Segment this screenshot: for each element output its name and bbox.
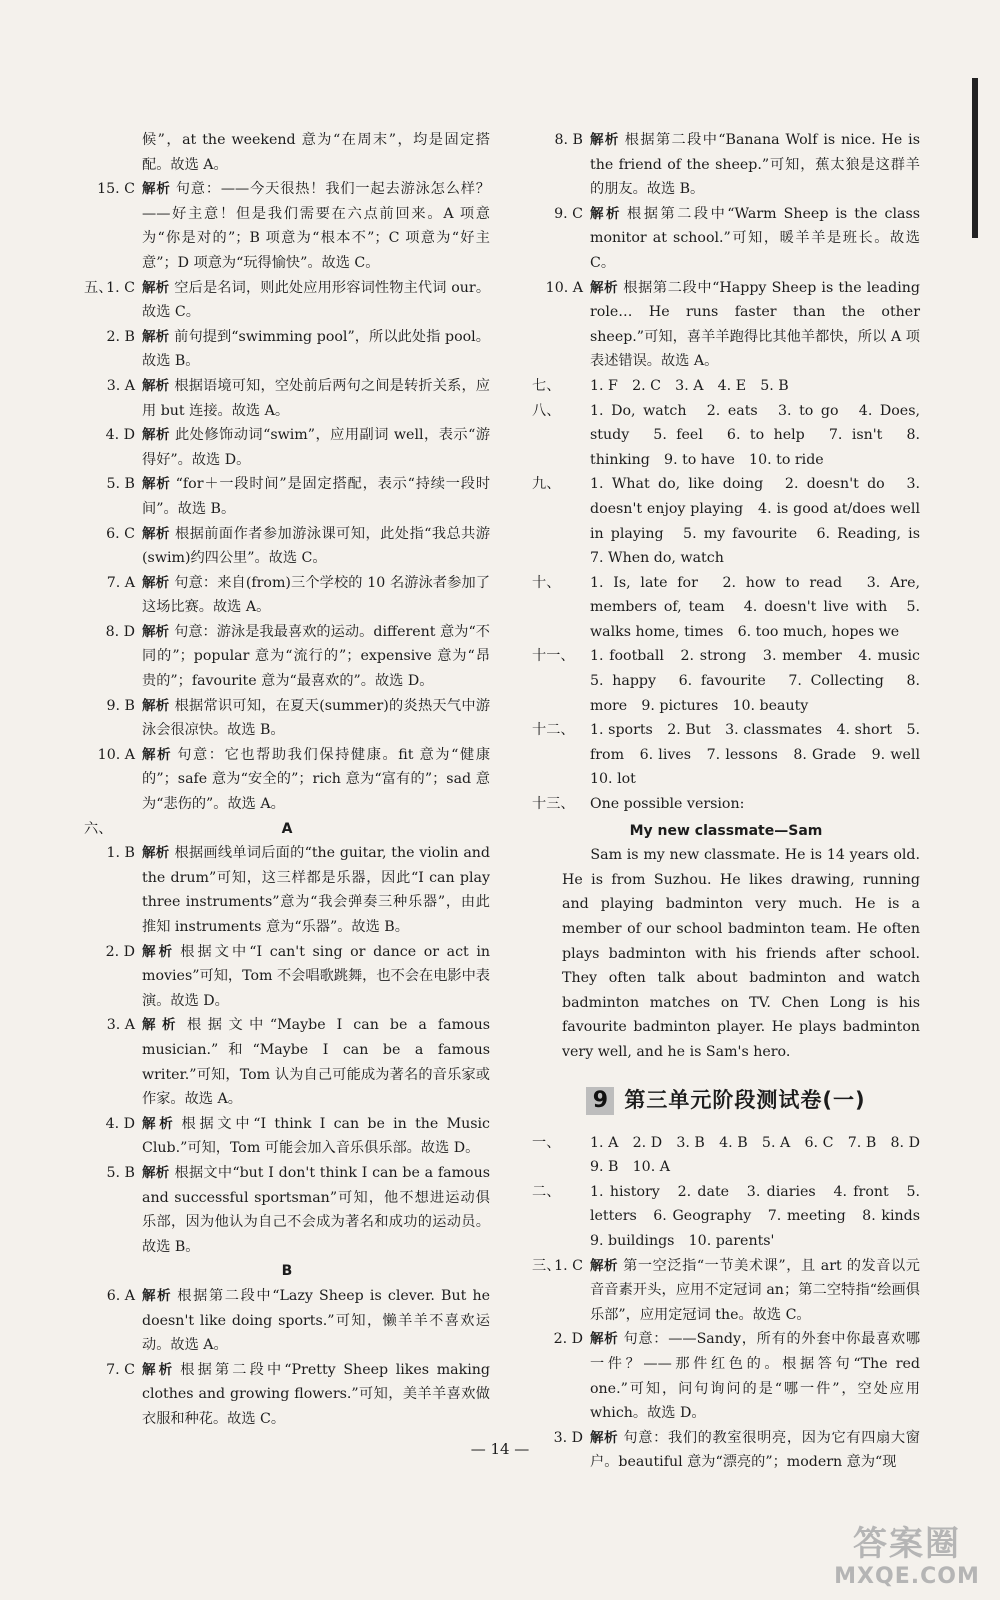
answer-text: 根据文中“I can't sing or dance or act in movies”可知，Tom 不会唱歌跳舞，也不会在电影中表演。故选 D。 [142,943,490,1009]
answer-text: 1. sports 2. But 3. classmates 4. short 5. from 6. lives 7. lessons 8. Grade 9. well 10. lot [590,722,935,788]
answer-content [142,177,490,275]
section-label: 十一、 [532,648,575,665]
analysis-mark: 解析 [590,1429,619,1446]
analysis-mark: 解析 [142,476,171,493]
analysis-mark: 解析 [142,1287,173,1304]
answer-content [590,1180,935,1254]
watermark-url: MXQE.COM [834,1564,980,1589]
answer-item-lead [532,1327,590,1352]
answer-number: 10. A [545,279,583,296]
analysis-mark: 解析 [590,1257,619,1274]
answer-item-lead [84,1284,142,1309]
answer-item-lead [84,694,142,719]
answer-number: 3. A [106,377,135,394]
section-six-heading [84,817,490,842]
answer-item-lead [84,423,142,448]
answer-item-lead [84,571,142,596]
answer-content [142,423,490,472]
analysis-mark: 解析 [142,328,170,345]
watermark-logo [812,1524,1000,1590]
answer-number: 9. B [106,697,135,714]
answer-item [84,940,490,1014]
section-label: 七、 [532,377,561,394]
answer-item [84,177,490,275]
answer-item [532,472,935,570]
answer-text: 候”，at the weekend 意为“在周末”，均是固定搭配。故选 A。 [142,132,490,173]
analysis-mark: 解析 [590,279,619,296]
answer-text: 第一空泛指“一节美术课”，且 art 的发音以元音音素开头，应用不定冠词 an；第二空特指“绘画俱乐部”，应用定冠词 the。故选 C。 [590,1257,920,1323]
answer-content [142,522,490,571]
section-label: 九、 [532,476,561,493]
answer-content [142,841,490,939]
unit-heading [532,1083,920,1119]
answer-number: 2. D [105,943,135,960]
answer-item-lead [532,202,590,227]
answer-item [84,128,490,177]
answer-number: 6. A [106,1287,135,1304]
answer-text: 1. A 2. D 3. B 4. B 5. A 6. C 7. B 8. D 9. B 10. A [590,1134,935,1176]
analysis-mark: 解析 [142,427,170,444]
section-six-label: 六、 [84,820,113,837]
answer-item-lead [84,276,142,301]
answer-content [142,620,490,694]
answer-content [590,718,935,792]
answer-item [84,1013,490,1111]
answer-text: 根据第二段中“Warm Sheep is the class monitor at school.”可知，暖羊羊是班长。故选 C。 [590,205,921,271]
answer-text: 前句提到“swimming pool”，所以此处指 pool。故选 B。 [142,328,490,370]
answer-content [142,1112,490,1161]
answer-item [84,276,490,325]
answer-item [84,423,490,472]
answer-item [84,1358,490,1432]
analysis-mark: 解析 [142,525,170,542]
answer-content [590,374,920,399]
section-label: 十三、 [532,796,575,813]
answer-item [84,1112,490,1161]
section-six-subhead-b: B [281,1263,293,1280]
right-item-list-b [532,1131,935,1475]
answer-item [84,325,490,374]
answer-item [532,792,920,817]
analysis-mark: 解析 [142,943,176,960]
answer-item-lead [84,177,142,202]
analysis-mark: 解析 [142,377,170,394]
answer-content [142,1013,490,1111]
answer-number: 7. A [106,574,135,591]
answer-number: 1. C [554,1257,583,1274]
answer-content [590,472,935,570]
watermark-glyphs: 答案圈 [853,1524,961,1564]
answer-text: 句意：游泳是我最喜欢的运动。different 意为“不同的”；popular 意为“流行的”；expensive 意为“昂贵的”；favourite 意为“最喜欢的”。故选 D。 [142,623,490,690]
answer-content [142,374,490,423]
left-item-list [84,128,490,817]
answer-item-lead [84,940,142,965]
answer-text: 1. Is, late for 2. how to read 3. Are, members of, team 4. doesn't live with 5. walks home, times 6. too much, hopes we [590,574,920,640]
answer-text: 根据第二段中“Happy Sheep is the leading role… He runs faster than the other sheep.”可知，喜羊羊跑得比其他羊都快，所以 A 项表述错误。故选 A。 [590,279,920,370]
answer-content [590,1254,920,1328]
six-a-item-list [84,841,490,1259]
right-column [532,128,935,1475]
answer-item-lead [84,374,142,399]
section-label: 十、 [532,574,561,591]
analysis-mark: 解析 [142,279,170,296]
section-six-subhead-a: A [281,820,293,837]
answer-item-lead [84,1358,142,1383]
answer-content [590,276,920,374]
analysis-mark: 解析 [142,1017,183,1034]
analysis-mark: 解析 [142,181,171,198]
answer-number: 3. D [553,1429,583,1446]
answer-content [142,472,490,521]
answer-text: 1. history 2. date 3. diaries 4. front 5. letters 6. Geography 7. meeting 8. kinds 9. buildings 10. parents' [590,1183,935,1249]
answer-text: 根据文中“but I don't think I can be a famous and successful sportsman”可知，他不想进运动俱乐部，因为他认为自己不会成为著名和成功的运动员。故选 B。 [142,1164,490,1255]
answer-content [142,128,490,177]
answer-item [532,571,920,645]
answer-content [142,1358,490,1432]
section-label: 三、 [532,1257,561,1274]
answer-item-lead [84,1013,142,1038]
answer-number: 9. C [554,205,583,222]
answer-number: 4. D [105,427,135,444]
page-edge-bar [972,78,978,238]
answer-item-lead [84,1161,142,1186]
answer-content [142,325,490,374]
answer-item [532,644,935,718]
unit-number-badge: 9 [586,1087,614,1115]
answer-item [84,571,490,620]
answer-content [142,1161,490,1259]
answer-item [532,128,920,202]
answer-text: 根据语境可知，空处前后两句之间是转折关系，应用 but 连接。故选 A。 [142,377,490,419]
analysis-mark: 解析 [142,1361,176,1378]
answer-number: 4. D [105,1115,135,1132]
answer-item [532,399,920,473]
section-label: 一、 [532,1134,561,1151]
answer-text: 1. What do, like doing 2. doesn't do 3. doesn't enjoy playing 4. is good at/does well in playing 5. my favourite 6. Reading, is 7. When do, watch [590,476,935,567]
answer-text: 根据第二段中“Lazy Sheep is clever. But he doesn't like doing sports.”可知，懒羊羊不喜欢运动。故选 A。 [142,1287,490,1354]
answer-item [84,620,490,694]
analysis-mark: 解析 [142,1115,177,1132]
answer-item [84,1284,490,1358]
answer-item-lead [84,472,142,497]
answer-item-lead [84,743,142,768]
section-label: 八、 [532,402,561,419]
answer-number: 3. A [106,1017,135,1034]
answer-item [532,1131,935,1180]
answer-content [590,1131,935,1180]
answer-item [84,841,490,939]
answer-text: 根据文中“Maybe I can be a famous musician.”和“Maybe I can be a famous writer.”可知，Tom 认为自己可能成为著名的音乐家或作家。故选 A。 [142,1017,490,1108]
analysis-mark: 解析 [142,746,173,763]
answer-item-lead [84,522,142,547]
answer-number: 8. D [105,623,135,640]
answer-item-lead [532,1254,590,1279]
answer-text: 1. F 2. C 3. A 4. E 5. B [590,377,789,394]
answer-item-lead [532,276,590,301]
right-item-list-a [532,128,935,817]
answer-text: 根据常识可知，在夏天(summer)的炎热天气中游泳会很凉快。故选 B。 [142,697,491,739]
answer-number: 1. B [106,845,135,862]
answer-item [532,374,920,399]
answer-content [590,128,920,202]
answer-text: 句意：我们的教室很明亮，因为它有四扇大窗户。beautiful 意为“漂亮的”；modern 意为“现 [590,1429,920,1471]
answer-number: 15. C [97,181,135,198]
answer-text: 此处修饰动词“swim”，应用副词 well，表示“游得好”。故选 D。 [142,427,491,468]
answer-text: 根据第二段中“Banana Wolf is nice. He is the friend of the sheep.”可知，蕉太狼是这群羊的朋友。故选 B。 [590,132,921,198]
answer-item-lead [84,620,142,645]
answer-number: 5. B [106,476,135,493]
analysis-mark: 解析 [590,132,620,148]
answer-content [590,399,920,473]
answer-text: 根据前面作者参加游泳课可知，此处指“我总共游(swim)约四公里”。故选 C。 [142,525,491,567]
answer-item-lead [84,841,142,866]
answer-content [590,571,920,645]
analysis-mark: 解析 [142,1164,170,1181]
analysis-mark: 解析 [590,1331,619,1348]
answer-number: 5. B [106,1164,135,1181]
six-b-item-list [84,1284,490,1432]
answer-number: 2. D [553,1331,583,1348]
essay-body: Sam is my new classmate. He is 14 years old. He is from Suzhou. He likes drawing, running and playing badminton very much. He is a member of our school badminton team. He often plays badminton with his friends after school. They often talk about badminton and watch badminton matches on TV. Chen Long is his favourite badminton player. He plays badminton very well, and he is Sam's hero. [562,847,920,1060]
answer-text: 句意：它也帮助我们保持健康。fit 意为“健康的”；safe 意为“安全的”；rich 意为“富有的”；sad 意为“悲伤的”。故选 A。 [142,746,491,813]
answer-number: 6. C [106,525,135,542]
answer-text: 根据第二段中“Pretty Sheep likes making clothes and growing flowers.”可知，美羊羊喜欢做衣服和种花。故选 C。 [142,1361,490,1427]
section-label: 五、 [84,279,113,296]
answer-text: “for＋一段时间”是固定搭配，表示“持续一段时间”。故选 B。 [142,476,491,517]
answer-item-lead [532,128,590,153]
answer-item-lead [84,1112,142,1137]
answer-number: 7. C [106,1361,135,1378]
answer-item [84,1161,490,1259]
section-label: 二、 [532,1183,561,1200]
answer-item [532,202,920,276]
answer-content [142,694,490,743]
answer-text: 1. Do, watch 2. eats 3. to go 4. Does, study 5. feel 6. to help 7. isn't 8. thinking 9. to have 10. to ride [590,402,920,468]
answer-item [84,743,490,817]
answer-item [532,718,935,792]
answer-item [84,694,490,743]
answer-item [84,522,490,571]
answer-item [532,1254,920,1328]
answer-item [84,472,490,521]
analysis-mark: 解析 [142,574,170,591]
answer-text: 根据文中“I think I can be in the Music Club.”可知，Tom 可能会加入音乐俱乐部。故选 D。 [142,1115,490,1157]
answer-number: 10. A [97,746,135,763]
analysis-mark: 解析 [142,845,170,862]
answer-content [590,202,920,276]
answer-text: 1. football 2. strong 3. member 4. music 5. happy 6. favourite 7. Collecting 8. more 9. pictures 10. beauty [590,648,935,714]
answer-item [532,1180,935,1254]
answer-item [532,276,920,374]
page-number: — 14 — [470,1440,530,1458]
answer-item [532,1327,920,1425]
answer-text: 根据画线单词后面的“the guitar, the violin and the drum”可知，这三样都是乐器，因此“I can play three instruments”意为“我会弹奏三种乐器”，由此推知 instruments 意为“乐器”。故选 B。 [142,845,490,935]
analysis-mark: 解析 [142,697,170,714]
answer-number: 1. C [106,279,135,296]
unit-title: 第三单元阶段测试卷(一) [624,1088,866,1113]
answer-text: 句意：来自(from)三个学校的 10 名游泳者参加了这场比赛。故选 A。 [142,574,491,616]
answer-content [142,743,490,817]
answer-text: 句意：——今天很热！我们一起去游泳怎么样？——好主意！但是我们需要在六点前回来。A 项意为“你是对的”；B 项意为“根本不”；C 项意为“好主意”；D 项意为“玩得愉快”。故选 C。 [142,181,490,271]
answer-content [142,571,490,620]
answer-number: 2. B [106,328,135,345]
answer-content [590,644,935,718]
answer-item-lead [84,325,142,350]
answer-content [142,940,490,1014]
analysis-mark: 解析 [590,205,623,222]
answer-text: 句意：——Sandy，所有的外套中你最喜欢哪一件？——那件红色的。根据答句“The red one.”可知，问句询问的是“哪一件”，空处应用 which。故选 D。 [590,1331,921,1422]
left-column [84,128,490,1431]
answer-text: One possible version: [590,796,745,813]
answer-content [590,792,920,817]
answer-item [84,374,490,423]
answer-number: 8. B [554,132,583,148]
answer-text: 空后是名词，则此处应用形容词性物主代词 our。故选 C。 [142,279,491,321]
essay-title: My new classmate—Sam [629,822,823,839]
section-label: 十二、 [532,722,575,739]
analysis-mark: 解析 [142,623,170,640]
answer-content [590,1327,920,1425]
answer-content [142,1284,490,1358]
answer-content [142,276,490,325]
